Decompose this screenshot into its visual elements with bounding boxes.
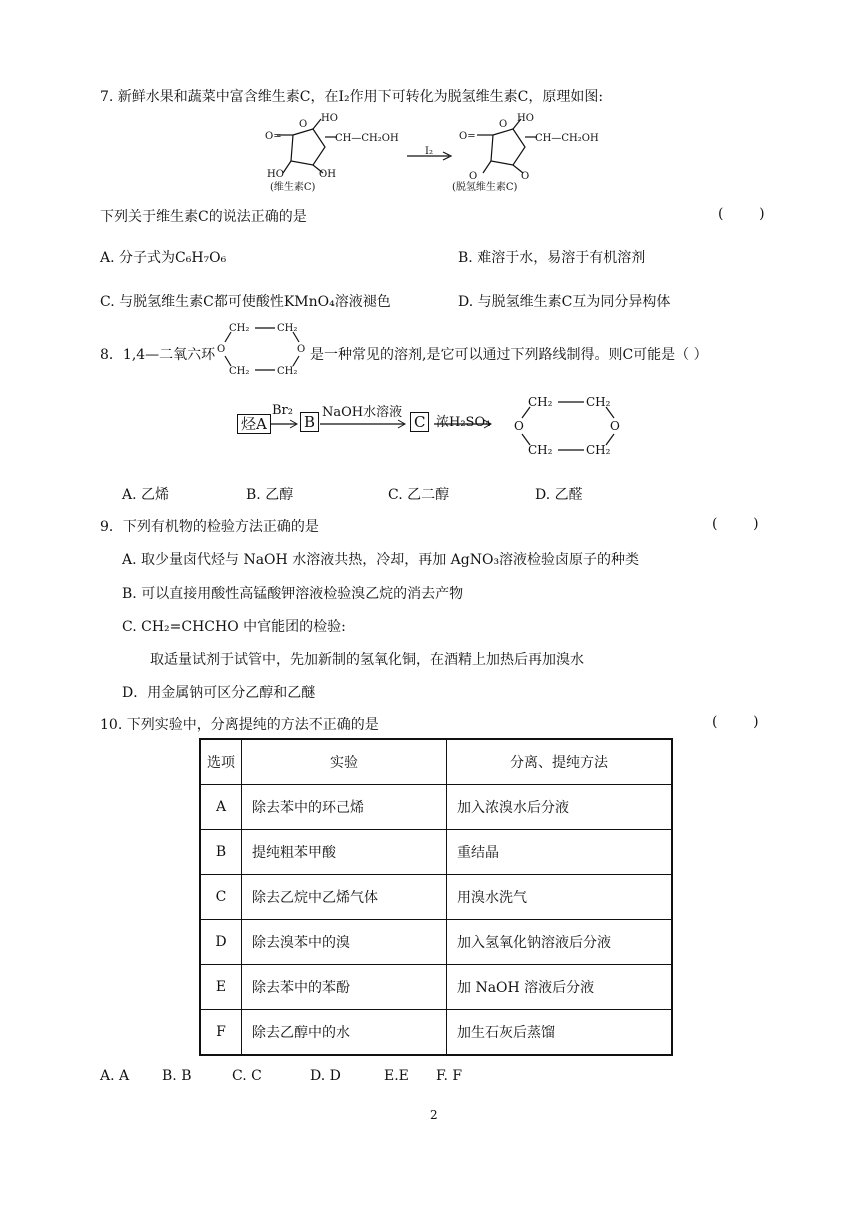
- row-option: B: [200, 830, 242, 875]
- route-arrow-1: [270, 418, 300, 430]
- q7-question: 下列关于维生素C的说法正确的是: [100, 209, 307, 225]
- q9-answer-paren: ( ): [712, 516, 759, 532]
- row-method: 用溴水洗气: [447, 875, 673, 920]
- q7-option-b: B. 难溶于水，易溶于有机溶剂: [458, 250, 646, 266]
- row-option: D: [200, 920, 242, 965]
- svg-text:CH₂: CH₂: [277, 323, 298, 334]
- row-option: C: [200, 875, 242, 920]
- row-method: 重结晶: [447, 830, 673, 875]
- q10-answer-e: E.E: [384, 1068, 409, 1084]
- svg-text:O: O: [521, 171, 530, 182]
- svg-text:HO: HO: [517, 113, 534, 124]
- q7-option-d: D. 与脱氢维生素C互为同分异构体: [458, 294, 671, 310]
- row-method: 加入浓溴水后分液: [447, 785, 673, 830]
- q8-option-a: A. 乙烯: [122, 487, 170, 503]
- q7-answer-paren: ( ): [718, 206, 765, 222]
- q10-answer-b: B. B: [162, 1068, 192, 1084]
- svg-text:CH—CH₂OH: CH—CH₂OH: [335, 133, 399, 144]
- svg-text:HO: HO: [321, 113, 338, 124]
- table-header-row: [200, 739, 672, 785]
- q10-answer-a: A. A: [100, 1068, 130, 1084]
- svg-text:CH₂: CH₂: [229, 323, 250, 334]
- svg-text:CH—CH₂OH: CH—CH₂OH: [535, 133, 599, 144]
- q8-stem-suffix: 是一种常见的溶剂,是它可以通过下列路线制得。则C可能是（ ）: [310, 347, 708, 363]
- route-b: B: [300, 412, 319, 432]
- row-experiment: 除去溴苯中的溴: [242, 920, 447, 965]
- row-experiment: 除去乙烷中乙烯气体: [242, 875, 447, 920]
- q10-stem: 10. 下列实验中，分离提纯的方法不正确的是: [100, 717, 379, 733]
- q9-stem: 9．下列有机物的检验方法正确的是: [100, 519, 319, 535]
- q8-option-d: D. 乙醛: [535, 487, 583, 503]
- vitamin-c-label: (维生素C): [270, 182, 316, 193]
- reaction-arrow: [405, 148, 455, 164]
- row-option: A: [200, 785, 242, 830]
- q8-option-c: C. 乙二醇: [388, 487, 450, 503]
- svg-text:CH₂: CH₂: [586, 395, 611, 409]
- svg-text:O: O: [610, 419, 620, 433]
- route-hydrocarbon-a: 烃A: [237, 414, 271, 434]
- table-row: [200, 875, 672, 920]
- q9-option-d: D．用金属钠可区分乙醇和乙醚: [122, 685, 316, 701]
- row-method: 加入氢氧化钠溶液后分液: [447, 920, 673, 965]
- route-naoh: NaOH水溶液: [322, 405, 403, 420]
- q10-answer-d: D. D: [310, 1068, 341, 1084]
- svg-text:OH: OH: [319, 169, 336, 180]
- table-row: [200, 920, 672, 965]
- q10-answer-paren: ( ): [712, 714, 759, 730]
- q9-option-c-detail: 取适量试剂于试管中，先加新制的氢氧化铜，在酒精上加热后再加溴水: [150, 652, 584, 668]
- svg-text:O: O: [299, 119, 308, 130]
- reagent-label: I₂: [425, 146, 433, 157]
- route-h2so4: 浓H₂SO₄: [436, 415, 491, 430]
- svg-text:HO: HO: [267, 169, 284, 180]
- svg-text:CH₂: CH₂: [528, 443, 553, 457]
- row-experiment: 提纯粗苯甲酸: [242, 830, 447, 875]
- svg-text:O: O: [297, 344, 306, 355]
- row-experiment: 除去乙醇中的水: [242, 1010, 447, 1056]
- q7-option-a: A. 分子式为C₆H₇O₆: [100, 250, 227, 266]
- table-row: [200, 785, 672, 830]
- svg-text:CH₂: CH₂: [229, 366, 250, 377]
- route-br2: Br₂: [272, 403, 293, 418]
- q9-option-a: A. 取少量卤代烃与 NaOH 水溶液共热，冷却，再加 AgNO₃溶液检验卤原子的种类: [122, 552, 640, 568]
- q8-option-b: B. 乙醇: [246, 487, 294, 503]
- row-method: 加 NaOH 溶液后分液: [447, 965, 673, 1010]
- row-experiment: 除去苯中的环己烯: [242, 785, 447, 830]
- header-method: 分离、提纯方法: [447, 739, 673, 785]
- route-arrow-3: [434, 418, 494, 430]
- row-experiment: 除去苯中的苯酚: [242, 965, 447, 1010]
- separation-methods-table: [199, 738, 673, 1056]
- route-c: C: [410, 412, 429, 432]
- svg-text:CH₂: CH₂: [277, 366, 298, 377]
- q7-option-c: C. 与脱氢维生素C都可使酸性KMnO₄溶液褪色: [100, 294, 391, 310]
- table-row: [200, 1010, 672, 1056]
- q10-answer-c: C. C: [232, 1068, 262, 1084]
- dehydro-vitamin-c-label: (脱氢维生素C): [452, 182, 518, 193]
- q8-stem-prefix: 8．1,4—二氧六环: [100, 347, 216, 363]
- page-number: 2: [430, 1108, 438, 1122]
- q10-answer-f: F. F: [436, 1068, 463, 1084]
- svg-text:O=: O=: [265, 131, 282, 142]
- header-experiment: 实验: [242, 739, 447, 785]
- dioxane-structure-small: [215, 318, 310, 380]
- row-option: F: [200, 1010, 242, 1056]
- row-method: 加生石灰后蒸馏: [447, 1010, 673, 1056]
- dioxane-structure-product: [512, 392, 624, 462]
- svg-text:O: O: [514, 419, 524, 433]
- table-row: [200, 965, 672, 1010]
- synthesis-route: [237, 413, 271, 434]
- ring-shape: [291, 129, 325, 165]
- svg-text:O: O: [217, 344, 226, 355]
- svg-text:CH₂: CH₂: [586, 443, 611, 457]
- q9-option-c: C. CH₂=CHCHO 中官能团的检验:: [122, 619, 346, 635]
- route-arrow-2: [320, 418, 408, 430]
- svg-text:CH₂: CH₂: [528, 395, 553, 409]
- row-option: E: [200, 965, 242, 1010]
- header-option: 选项: [200, 739, 242, 785]
- table-row: [200, 830, 672, 875]
- q9-option-b: B. 可以直接用酸性高锰酸钾溶液检验溴乙烷的消去产物: [122, 586, 464, 602]
- svg-text:O=: O=: [459, 131, 476, 142]
- q7-stem: 7. 新鲜水果和蔬菜中富含维生素C，在I₂作用下可转化为脱氢维生素C，原理如图:: [100, 89, 604, 105]
- svg-text:O: O: [469, 171, 478, 182]
- svg-text:O: O: [499, 119, 508, 130]
